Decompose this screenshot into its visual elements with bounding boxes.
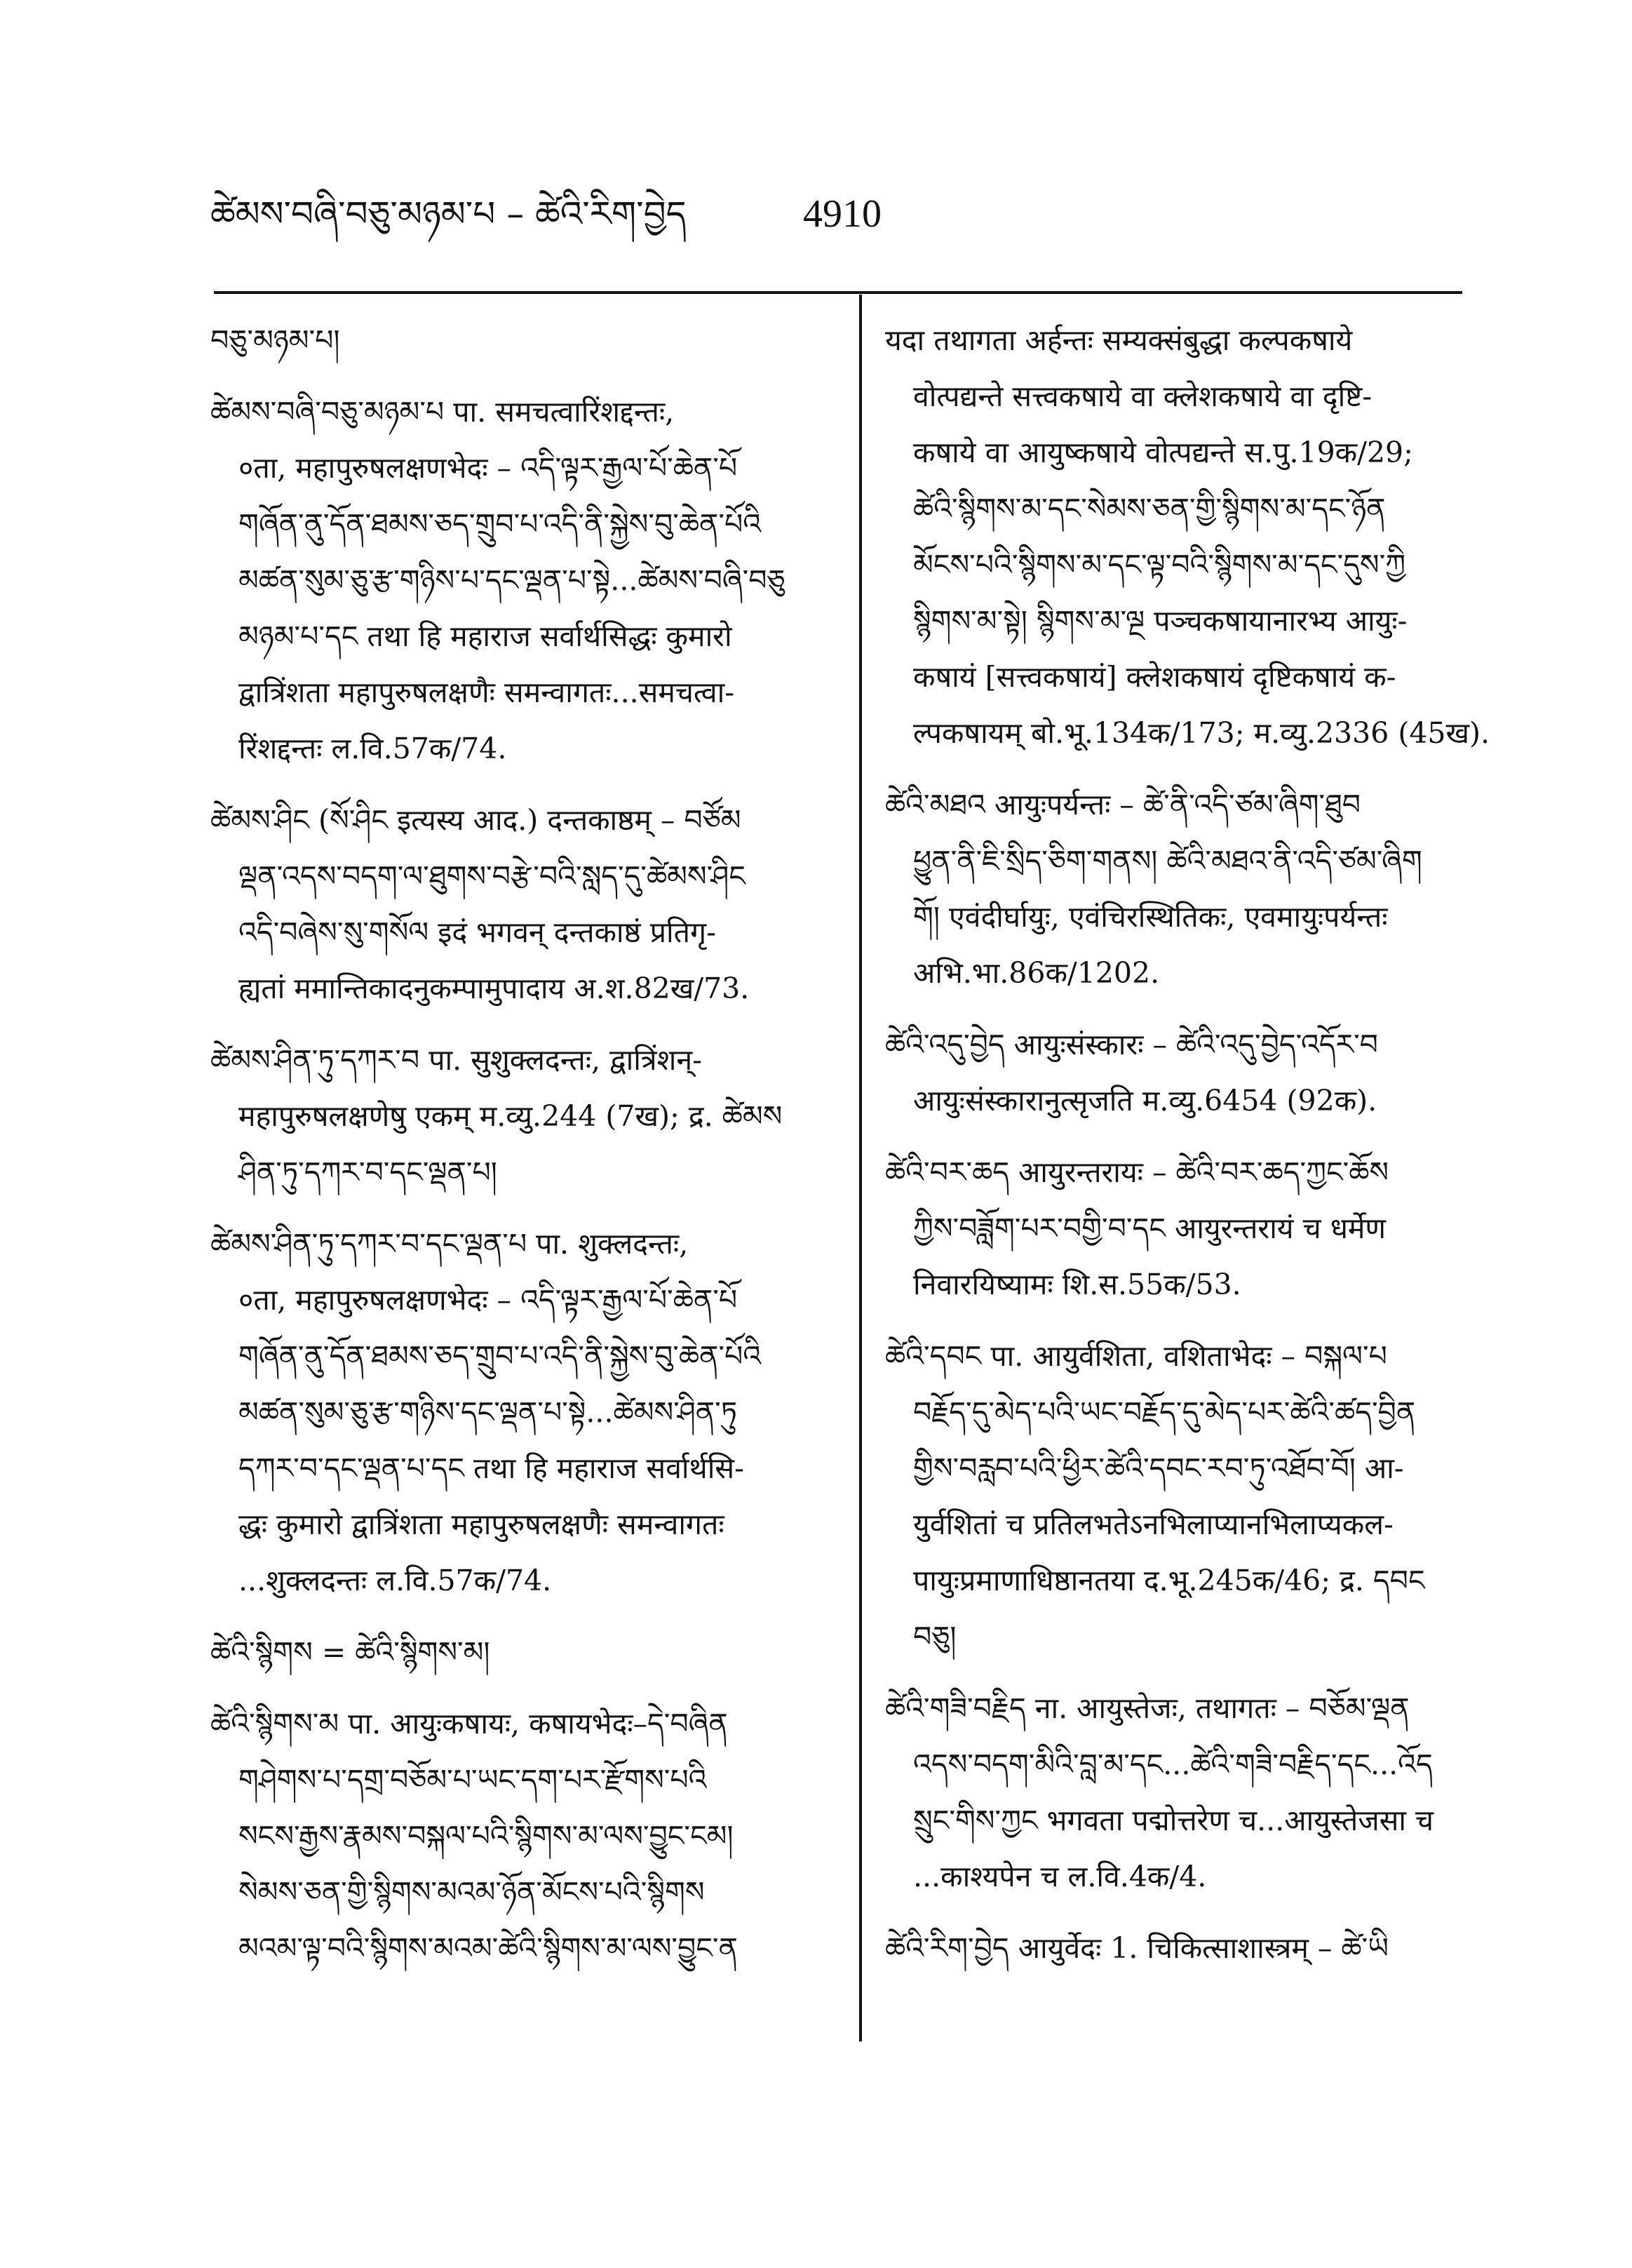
entry-line: སངས་རྒྱས་རྣམས་བསྐལ་པའི་སྙིགས་མ་ལས་བྱུང་ངམ།: [238, 1819, 734, 1853]
dictionary-entry: [885, 777, 1516, 1001]
entry-line: ल्पकषायम् बो.भू.134क/173; म.व्यु.2336 (45ख).: [913, 716, 1490, 750]
entry-headline: ཚེམས་ཤིན་ཏུ་དཀར་བ पा. सुशुक्लदन्तः, द्वात्रिंशन्-: [210, 1043, 702, 1077]
dictionary-entry: [210, 1624, 842, 1680]
entry-headline: ཚེའི་དབང पा. आयुर्वशिता, वशिताभेदः – བསྐལ་པ: [885, 1339, 1387, 1373]
entry-headline: ཚེའི་རིག་བྱེད आयुर्वेदः 1. चिकित्साशास्त्रम् – ཚེ་ཡི: [885, 1931, 1389, 1965]
dictionary-entry: [210, 312, 842, 368]
dictionary-entry: [210, 792, 842, 1016]
entry-line: महापुरुषलक्षणेषु एकम् म.व्यु.244 (7ख); द्र. ཚེམས: [238, 1099, 783, 1133]
entry-line: ...शुक्लदन्तः ल.वि.57क/74.: [238, 1564, 552, 1597]
column-divider: [859, 295, 862, 2041]
entry-line: མཉམ་པ་དང तथा हि महाराज सर्वार्थसिद्धः कुमारो: [238, 619, 732, 653]
dictionary-entry: [885, 1920, 1516, 1976]
entry-line: གཞོན་ནུ་དོན་ཐམས་ཅད་གྲུབ་པ་འདི་ནི་སྐྱེས་བུ་ཆེན་པོའི: [238, 507, 762, 541]
dictionary-entry: [885, 1680, 1516, 1905]
entry-line: གོ། एवंदीर्घायुः, एवंचिरस्थितिकः, एवमायुःपर्यन्तः: [913, 900, 1388, 934]
entry-headline: ཚེའི་བར་ཆད आयुरन्तरायः – ཚེའི་བར་ཆད་ཀྱང་ཆོས: [885, 1155, 1389, 1189]
entry-headline: ཚེའི་མཐའ आयुःपर्यन्तः – ཚེ་ནི་འདི་ཙམ་ཞིག་ཐུབ: [885, 788, 1361, 821]
entry-line: མོངས་པའི་སྙིགས་མ་དང་ལྟ་བའི་སྙིགས་མ་དང་དུས་ཀྱི: [913, 548, 1406, 582]
dictionary-entry: [885, 1016, 1516, 1129]
entry-line: འདས་བདག་མིའི་བླ་མ་དང...ཚེའི་གཟི་བརྗིད་དང...འོད: [913, 1747, 1433, 1781]
entry-headline: ཚེམས་ཤིང (སོ་ཤིང इत्यस्य आद.) दन्तकाष्ठम् – བཙོམ: [210, 803, 741, 837]
dictionary-entry: [885, 1144, 1516, 1313]
entry-line: གཞོན་ནུ་དོན་ཐམས་ཅད་གྲུབ་པ་འདི་ནི་སྐྱེས་བུ་ཆེན་པོའི: [238, 1339, 762, 1373]
entry-headline: བཅུ་མཉམ་པ།: [210, 323, 340, 357]
entry-line: कषायं [सत्त्वकषायं] क्लेशकषायं दृष्टिकषायं क-: [913, 660, 1396, 694]
dictionary-entry: [885, 312, 1516, 761]
entry-line: पायुःप्रमाणाधिष्ठानतया द.भू.245क/46; द्र. དབང: [913, 1564, 1425, 1597]
entry-line: མཚན་སུམ་ཅུ་རྩ་གཉིས་དང་ལྡན་པ་སྟེ...ཚེམས་ཤིན་ཏུ: [238, 1395, 738, 1429]
entry-line: ०ता, महापुरुषलक्षणभेदः – འདི་ལྟར་རྒྱལ་པོ་ཆེན་པོ: [238, 451, 738, 485]
dictionary-entry: [210, 1696, 842, 1976]
entry-line: अभि.भा.86क/1202.: [913, 956, 1160, 990]
entry-line: ०ता, महापुरुषलक्षणभेदः – འདི་ལྟར་རྒྱལ་པོ་ཆེན་པོ: [238, 1283, 738, 1317]
entry-line: आयुःसंस्कारानुत्सृजति म.व्यु.6454 (92क).: [913, 1084, 1377, 1118]
entry-line: ཤིན་ཏུ་དཀར་བ་དང་ལྡན་པ།: [238, 1155, 497, 1189]
page-number: 4910: [803, 192, 882, 236]
entry-line: སེམས་ཅན་གྱི་སྙིགས་མའམ་ཉོན་མོངས་པའི་སྙིགས: [238, 1875, 705, 1909]
entry-headline: ཚེའི་གཟི་བརྗིད ना. आयुस्तेजः, तथागतः – བཅོམ་ལྡན: [885, 1691, 1410, 1725]
entry-line: द्वात्रिंशता महापुरुषलक्षणैः समन्वागतः...समचत्वा-: [238, 676, 735, 709]
entry-line: कषाये वा आयुष्कषाये वोत्पद्यन्ते स.पु.19क/29;: [913, 436, 1413, 469]
running-head: ཚེམས་བཞི་བཅུ་མཉམ་པ – ཚེའི་རིག་བྱེད: [210, 194, 687, 234]
entry-line: निवारयिष्यामः शि.स.55क/53.: [913, 1268, 1241, 1301]
entry-line: མའམ་ལྟ་བའི་སྙིགས་མའམ་ཚེའི་སྙིགས་མ་ལས་བྱུང་ན: [238, 1931, 738, 1965]
entry-line: रिंशद्दन्तः ल.वि.57क/74.: [238, 732, 507, 765]
dictionary-entry: [210, 1032, 842, 1200]
entry-headline: ཚེའི་འདུ་བྱེད आयुःसंस्कारः – ཚེའི་འདུ་བྱེད་འདོར་བ: [885, 1028, 1378, 1061]
entry-line: ཕྱུན་ནི་ཇི་སྲིད་ཅིག་གནས། ཚེའི་མཐའ་ནི་འདི་ཙམ་ཞིག: [913, 844, 1422, 878]
entry-line: युर्वशितां च प्रतिलभतेऽनभिलाप्यानभिलाप्यकल-: [913, 1508, 1394, 1541]
entry-line: द्धः कुमारो द्वात्रिंशता महापुरुषलक्षणैः समन्वागतः: [238, 1508, 724, 1541]
entry-line: ...काश्यपेन च ल.वि.4क/4.: [913, 1860, 1207, 1893]
entry-headline: ཚེམས་ཤིན་ཏུ་དཀར་བ་དང་ལྡན་པ पा. शुक्लदन्तः,: [210, 1227, 689, 1261]
entry-line: སྙིགས་མ་སྟེ། སྙིགས་མ་ལྔ पञ्चकषायानारभ्य आयुः-: [913, 604, 1408, 638]
dictionary-entry: [885, 1328, 1516, 1665]
entry-line: ཀྱིས་བཟློག་པར་བགྱི་བ་དང आयुरन्तरायं च धर्मेण: [913, 1212, 1387, 1245]
entry-line: བརྗོད་དུ་མེད་པའི་ཡང་བརྗོད་དུ་མེད་པར་ཚེའི་ཚད་བྱིན: [913, 1395, 1416, 1429]
dictionary-entry: [210, 384, 842, 777]
right-column: [885, 312, 1516, 1992]
entry-headline: ཚེའི་སྙིགས་མ पा. आयुःकषायः, कषायभेदः–དེ་བཞིན: [210, 1707, 728, 1740]
entry-line: ह्यतां ममान्तिकादनुकम्पामुपादाय अ.श.82ख/73.: [238, 972, 750, 1005]
entry-line: वोत्पद्यन्ते सत्त्वकषाये वा क्लेशकषाये वा दृष्टि-: [913, 380, 1373, 413]
header-rule: [214, 291, 1462, 294]
entry-line: གྱིས་བརླབ་པའི་ཕྱིར་ཚེའི་དབང་རབ་ཏུ་འཐོབ་བོ། आ-: [913, 1451, 1404, 1485]
entry-line: འདི་བཞེས་སུ་གསོལ इदं भगवन् दन्तकाष्ठं प्रतिगृ-: [238, 915, 716, 949]
entry-line: མཚན་སུམ་ཅུ་རྩ་གཉིས་པ་དང་ལྡན་པ་སྟེ...ཚེམས་བཞི་བཅུ: [238, 563, 785, 597]
page-header: [210, 186, 1466, 256]
entry-headline: यदा तथागता अर्हन्तः सम्यक्संबुद्धा कल्पकषाये: [885, 323, 1353, 357]
left-column: [210, 312, 842, 1992]
entry-line: དཀར་བ་དང་ལྡན་པ་དང तथा हि महाराज सर्वार्थसि-: [238, 1451, 744, 1485]
entry-line: ལྡན་འདས་བདག་ལ་ཐུགས་བརྩེ་བའི་སླད་དུ་ཚེམས་ཤིང: [238, 859, 746, 893]
dictionary-entry: [210, 1216, 842, 1609]
entry-line: བཅུ།: [913, 1620, 957, 1653]
entry-line: ཚེའི་སྙིགས་མ་དང་སེམས་ཅན་གྱི་སྙིགས་མ་དང་ཉོན: [913, 492, 1386, 525]
entry-headline: ཚེམས་བཞི་བཅུ་མཉམ་པ पा. समचत्वारिंशद्दन्तः,: [210, 395, 675, 429]
entry-line: གཤེགས་པ་དགྲ་བཅོམ་པ་ཡང་དག་པར་རྫོགས་པའི: [238, 1763, 707, 1797]
entry-headline: ཚེའི་སྙིགས = ཚེའི་སྙིགས་མ།: [210, 1635, 490, 1669]
entry-line: སྲུང་གིས་ཀྱང भगवता पद्मोत्तरेण च...आयुस्तेजसा च: [913, 1804, 1434, 1837]
